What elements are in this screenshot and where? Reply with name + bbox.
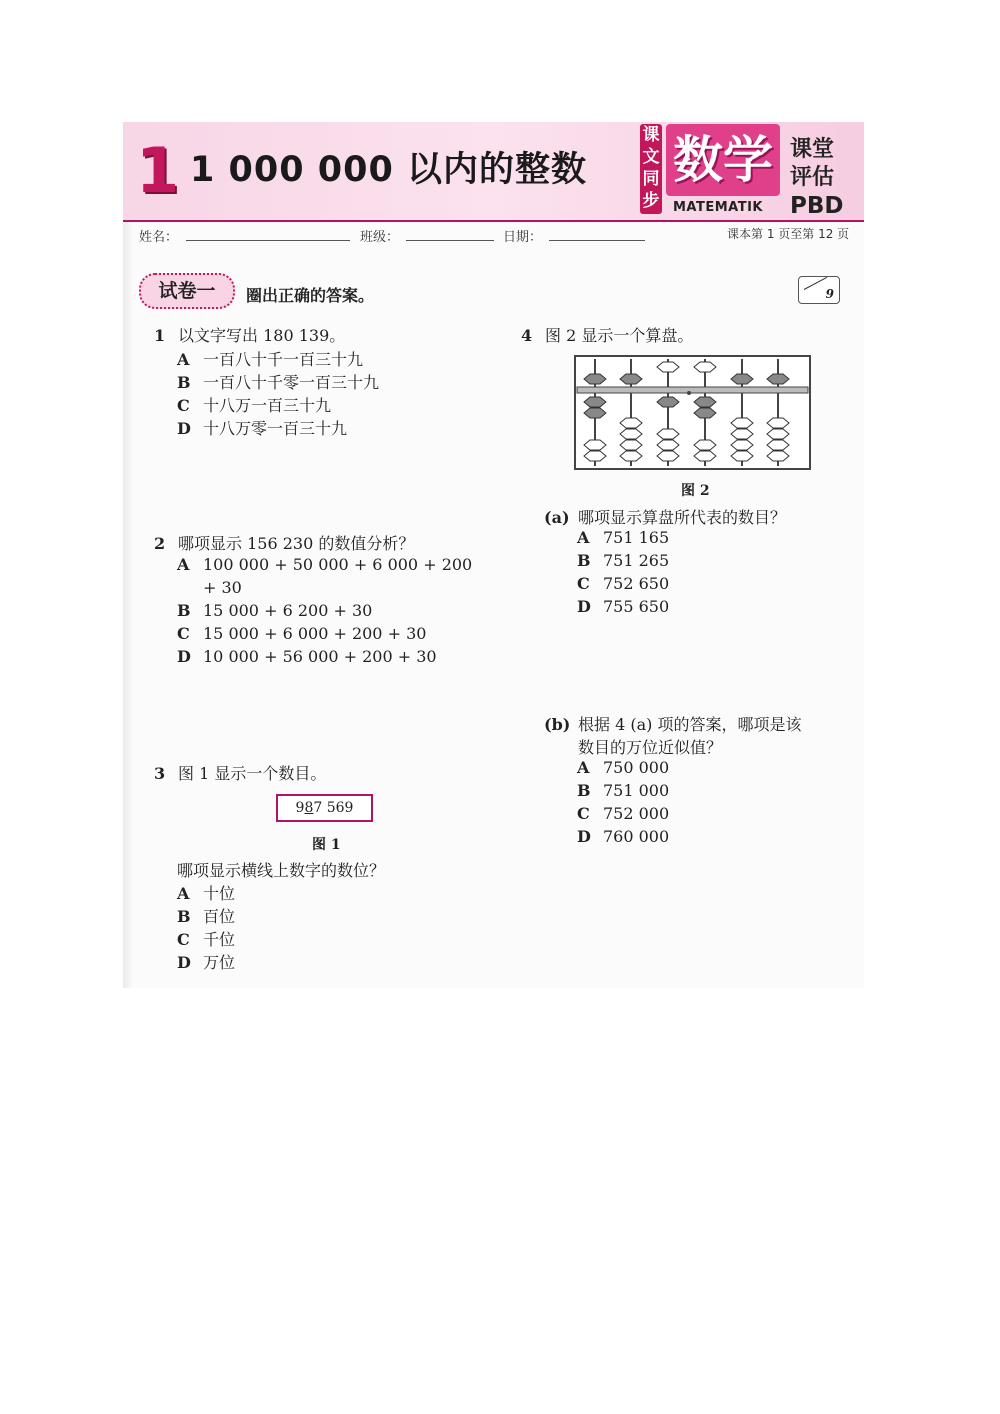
option-text: 一百八十千一百三十九 — [203, 350, 364, 369]
score-box[interactable] — [798, 276, 840, 304]
q1-option-b[interactable] — [177, 370, 379, 393]
option-letter: B — [177, 601, 191, 620]
option-text: 十八万一百三十九 — [203, 396, 332, 415]
textbook-pages: 课本第 1 页至第 12 页 — [727, 227, 850, 241]
question-stem: 图 1 显示一个数目。 — [178, 764, 327, 783]
option-letter: D — [177, 647, 191, 666]
q1-option-a[interactable] — [177, 347, 363, 370]
option-letter: A — [177, 350, 190, 369]
option-text: 15 000 + 6 000 + 200 + 30 — [203, 624, 427, 643]
option-text: 760 000 — [603, 827, 670, 846]
q4b-option-c[interactable] — [577, 804, 669, 823]
date-field[interactable] — [549, 240, 645, 241]
option-letter: C — [577, 804, 590, 823]
q3-option-c[interactable] — [177, 927, 235, 950]
q4b-stem — [544, 712, 801, 735]
q4a-option-d[interactable] — [577, 597, 669, 616]
q4a-stem — [544, 505, 786, 528]
q2-option-b[interactable] — [177, 601, 372, 620]
option-letter: D — [177, 953, 191, 972]
option-text: 752 650 — [603, 574, 670, 593]
sub-question-label: (b) — [544, 715, 571, 734]
option-letter: B — [577, 781, 591, 800]
option-text: 755 650 — [603, 597, 670, 616]
abacus-figure — [574, 355, 812, 471]
option-text: 751 000 — [603, 781, 670, 800]
series-tag-char: 步 — [642, 191, 660, 211]
option-text: 751 165 — [603, 528, 670, 547]
subject-logo: 数学 — [666, 124, 780, 196]
q4b-option-a[interactable] — [577, 758, 669, 777]
series-tag — [640, 124, 662, 214]
class-field[interactable] — [406, 240, 494, 241]
option-text: 15 000 + 6 200 + 30 — [203, 601, 373, 620]
q4b-option-b[interactable] — [577, 781, 669, 800]
option-text: 750 000 — [603, 758, 670, 777]
abacus-beam — [577, 387, 808, 393]
series-tag-char: 课 — [642, 125, 660, 145]
option-letter: A — [177, 555, 190, 574]
question-stem: 以文字写出 180 139。 — [178, 326, 346, 345]
q4a-option-b[interactable] — [577, 551, 669, 570]
option-text: 100 000 + 50 000 + 6 000 + 200 — [203, 555, 473, 574]
score-slash — [804, 277, 827, 290]
q2-option-d[interactable] — [177, 647, 437, 666]
option-letter: C — [177, 930, 190, 949]
paper-instruction: 圈出正确的答案。 — [246, 286, 375, 305]
option-text: 万位 — [203, 953, 236, 972]
figure-1-number-box — [276, 794, 373, 822]
question-number: 1 — [154, 326, 166, 345]
q2-option-a-cont: + 30 — [203, 578, 242, 597]
score-total: 9 — [825, 287, 834, 301]
option-letter: A — [577, 528, 590, 547]
q4a-option-c[interactable] — [577, 574, 669, 593]
chapter-title: 1 000 000 以内的整数 — [190, 150, 588, 190]
q2-option-c[interactable] — [177, 624, 426, 643]
assessment-label: 课堂评估 — [790, 137, 835, 190]
option-text: 一百八十千零一百三十九 — [203, 373, 380, 392]
q3-option-d[interactable] — [177, 950, 235, 973]
abacus-beam-dot — [687, 391, 691, 395]
question-stem: 图 2 显示一个算盘。 — [545, 326, 694, 345]
option-text: 十八万零一百三十九 — [203, 419, 348, 438]
class-label: 班级： — [360, 230, 400, 245]
question-number: 2 — [154, 534, 166, 553]
option-text: 千位 — [203, 930, 236, 949]
option-text: 10 000 + 56 000 + 200 + 30 — [203, 647, 437, 666]
option-letter: B — [177, 907, 191, 926]
option-text: 百位 — [203, 907, 236, 926]
question-number: 4 — [521, 326, 533, 345]
option-letter: C — [177, 396, 190, 415]
sub-question-stem: 哪项显示算盘所代表的数目？ — [578, 508, 787, 527]
underlined-digit: 8 — [304, 800, 314, 816]
q2-option-a[interactable] — [177, 555, 472, 574]
q3-option-b[interactable] — [177, 904, 235, 927]
option-letter: A — [577, 758, 590, 777]
paper-tag: 试卷一 — [139, 273, 235, 309]
figure-digit: 9 — [295, 800, 305, 816]
option-letter: D — [177, 419, 191, 438]
q1-option-c[interactable] — [177, 393, 331, 416]
option-letter: C — [177, 624, 190, 643]
name-field[interactable] — [186, 240, 350, 241]
option-text: 十位 — [203, 884, 236, 903]
q4b-option-d[interactable] — [577, 827, 669, 846]
q4a-option-a[interactable] — [577, 528, 669, 547]
option-letter: D — [577, 827, 591, 846]
pbd-label: PBD — [790, 193, 844, 219]
q4b-stem-line2: 数目的万位近似值？ — [578, 738, 723, 757]
option-text: 751 265 — [603, 551, 670, 570]
option-text: 752 000 — [603, 804, 670, 823]
series-tag-char: 同 — [642, 169, 660, 189]
option-letter: B — [177, 373, 191, 392]
q3-option-a[interactable] — [177, 881, 235, 904]
figure-digits: 7 569 — [313, 800, 354, 816]
sub-question-stem: 根据 4 (a) 项的答案，哪项是该 — [578, 715, 802, 734]
series-tag-char: 文 — [642, 147, 660, 167]
q3-sub-stem: 哪项显示横线上数字的数位？ — [177, 861, 386, 880]
question-stem: 哪项显示 156 230 的数值分析？ — [178, 534, 415, 553]
figure-2-caption: 图 2 — [681, 483, 710, 499]
q1-option-d[interactable] — [177, 416, 347, 439]
date-label: 日期： — [503, 230, 543, 245]
page-shadow — [123, 122, 133, 988]
chapter-number: 1 — [136, 134, 180, 207]
option-letter: D — [577, 597, 591, 616]
option-letter: C — [577, 574, 590, 593]
option-letter: A — [177, 884, 190, 903]
figure-1-caption: 图 1 — [312, 837, 341, 853]
name-label: 姓名： — [139, 230, 179, 245]
subject-subtitle: MATEMATIK — [673, 200, 764, 215]
sub-question-label: (a) — [544, 508, 570, 527]
option-letter: B — [577, 551, 591, 570]
question-number: 3 — [154, 764, 166, 783]
